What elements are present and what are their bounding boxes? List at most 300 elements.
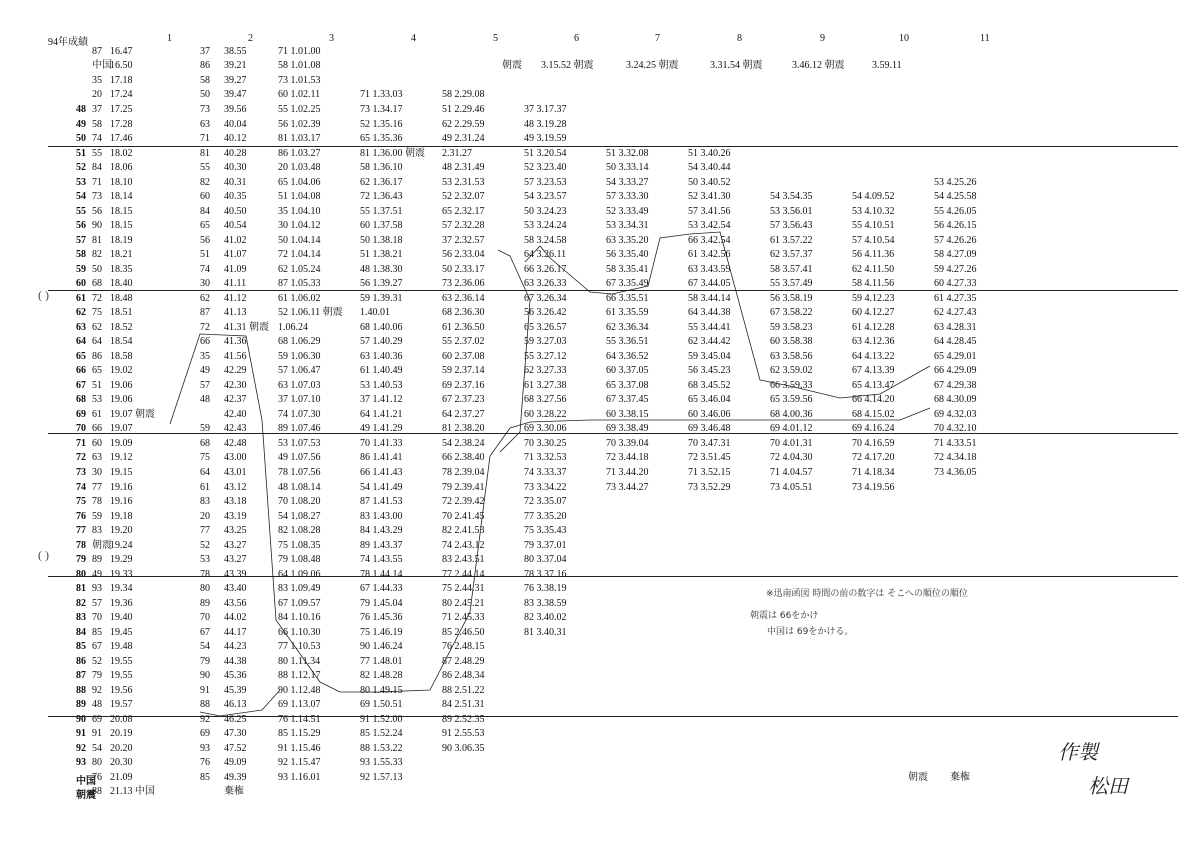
table-cell: 48 3.19.28 xyxy=(524,118,567,130)
table-cell: 55 xyxy=(200,162,210,174)
table-cell: 57 3.33.30 xyxy=(606,191,649,203)
table-cell: 44.38 xyxy=(224,655,247,667)
table-cell: 49 xyxy=(92,568,102,580)
table-cell: 84 1.10.16 xyxy=(278,612,321,624)
table-cell: 55 3.44.41 xyxy=(688,321,731,333)
row-label: 89 xyxy=(76,699,86,711)
table-cell: 54 2.38.24 xyxy=(442,437,485,449)
table-cell: 50 1.38.18 xyxy=(360,234,403,246)
table-cell: 72 3.35.07 xyxy=(524,496,567,508)
table-cell: 77 1.10.53 xyxy=(278,641,321,653)
table-cell: 61 2.36.50 xyxy=(442,321,485,333)
table-cell: 89 1.43.37 xyxy=(360,539,403,551)
table-cell: 70 2.41.45 xyxy=(442,510,485,522)
table-cell: 78 1.44.14 xyxy=(360,568,403,580)
top-row-cell: 71 1.33.03 xyxy=(360,89,403,100)
table-cell: 58 3.44.14 xyxy=(688,292,731,304)
tracking-line xyxy=(200,690,280,716)
table-cell: 89 1.07.46 xyxy=(278,423,321,435)
table-cell: 54 3.40.44 xyxy=(688,162,731,174)
table-cell: 30 xyxy=(200,278,210,290)
table-cell: 84 xyxy=(200,205,210,217)
table-cell: 72 3.51.45 xyxy=(688,452,731,464)
table-cell: 52 2.32.07 xyxy=(442,191,485,203)
table-cell: 81 1.03.17 xyxy=(278,133,321,145)
table-cell: 59 xyxy=(200,423,210,435)
table-cell: 18.52 xyxy=(110,321,133,333)
row-label: 57 xyxy=(76,234,86,246)
table-cell: 55 3.27.12 xyxy=(524,350,567,362)
table-cell: 20 xyxy=(200,510,210,522)
table-cell: 62 xyxy=(200,292,210,304)
table-cell: 69 4.01.12 xyxy=(770,423,813,435)
table-cell: 90 3.06.35 xyxy=(442,742,485,754)
table-cell: 18.10 xyxy=(110,176,133,188)
row-label: 83 xyxy=(76,612,86,624)
table-cell: 69 xyxy=(200,728,210,740)
table-cell: 49 xyxy=(200,365,210,377)
table-cell: 43.25 xyxy=(224,525,247,537)
table-cell: 60 2.37.08 xyxy=(442,350,485,362)
top-row-cell: 39.47 xyxy=(224,89,247,100)
table-cell: 56 3.26.42 xyxy=(524,307,567,319)
table-cell: 57 2.32.28 xyxy=(442,220,485,232)
table-cell: 19.33 xyxy=(110,568,133,580)
table-cell: 84 xyxy=(92,162,102,174)
row-label: 80 xyxy=(76,568,86,580)
table-cell: 63 xyxy=(92,452,102,464)
row-label: 75 xyxy=(76,496,86,508)
top-row-cell: 17.18 xyxy=(110,75,133,86)
table-cell: 66 4.14.20 xyxy=(852,394,895,406)
table-cell: 70 4.01.31 xyxy=(770,437,813,449)
table-cell: 54 1.08.27 xyxy=(278,510,321,522)
table-cell: 19.18 xyxy=(110,510,133,522)
top-row-extra: 3.15.52 朝震 xyxy=(541,60,594,71)
table-cell: 67 3.58.22 xyxy=(770,307,813,319)
table-cell: 61 3.57.22 xyxy=(770,234,813,246)
table-cell: 51 1.38.21 xyxy=(360,249,403,261)
table-cell: 18.35 xyxy=(110,263,133,275)
table-cell: 78 2.39.04 xyxy=(442,467,485,478)
table-cell: 42.48 xyxy=(224,437,247,449)
table-cell: 81 xyxy=(200,147,210,159)
bracket-mark-2: ( ) xyxy=(38,548,49,562)
column-header-3: 3 xyxy=(329,33,334,44)
table-cell: 89 xyxy=(92,554,102,566)
table-cell: 57 xyxy=(200,379,210,391)
table-cell: 63 3.26.33 xyxy=(524,278,567,290)
table-cell: 67 4.29.38 xyxy=(934,379,977,391)
table-cell: 61 4.27.35 xyxy=(934,292,977,304)
table-cell: 19.40 xyxy=(110,612,133,624)
table-cell: 57 3.23.53 xyxy=(524,176,567,188)
top-row-label: 中国 xyxy=(92,60,112,71)
table-cell: 57 xyxy=(92,597,102,609)
table-cell: 78 3.37.16 xyxy=(524,568,567,580)
table-cell: 棄権 xyxy=(224,786,244,798)
handwritten-note-1: ※迅南函図 時間の前の数字は そこへの順位の順位 xyxy=(766,589,968,599)
top-row-cell: 39.27 xyxy=(224,75,247,86)
table-cell: 68 xyxy=(200,437,210,449)
table-cell: 88 xyxy=(200,699,210,711)
table-cell: 62 4.27.43 xyxy=(934,307,977,319)
table-cell: 52 3.41.30 xyxy=(688,191,731,203)
table-cell: 63 xyxy=(200,118,210,130)
table-cell: 79 2.39.41 xyxy=(442,481,485,493)
table-cell: 84 2.51.31 xyxy=(442,699,485,711)
table-cell: 80 3.37.04 xyxy=(524,554,567,566)
row-label: 59 xyxy=(76,263,86,275)
table-cell: 85 1.15.29 xyxy=(278,728,321,740)
handwritten-note-2: 朝震は 66をかけ xyxy=(750,611,819,621)
column-header-2: 2 xyxy=(248,33,253,44)
table-cell: 53 4.25.26 xyxy=(934,176,977,188)
top-row-cell: 16.50 xyxy=(110,60,133,71)
table-cell: 81 3.40.31 xyxy=(524,626,567,638)
row-label: 93 xyxy=(76,757,86,769)
table-cell: 58 4.27.09 xyxy=(934,249,977,261)
row-label: 48 xyxy=(76,104,86,115)
table-cell: 76 1.45.36 xyxy=(360,612,403,624)
top-row-cell: 17.24 xyxy=(110,89,133,100)
table-cell: 57 1.06.47 xyxy=(278,365,321,377)
top-row-extra: 3.31.54 朝震 xyxy=(710,60,763,71)
table-cell: 67 3.35.49 xyxy=(606,278,649,290)
table-cell: 56 2.33.04 xyxy=(442,249,485,261)
table-cell: 43.18 xyxy=(224,496,247,508)
table-cell: 88 2.51.22 xyxy=(442,684,485,696)
table-cell: 62 3.36.34 xyxy=(606,321,649,333)
table-cell: 71 xyxy=(92,176,102,188)
table-cell: 19.07 朝震 xyxy=(110,408,155,420)
table-cell: 41.02 xyxy=(224,234,247,246)
row-label: 76 xyxy=(76,510,86,522)
table-cell: 17.25 xyxy=(110,104,133,115)
table-cell: 37 xyxy=(92,104,102,115)
table-cell: 69 4.32.03 xyxy=(934,408,977,420)
table-cell: 43.00 xyxy=(224,452,247,464)
table-cell: 66 3.26.17 xyxy=(524,263,567,275)
table-cell: 83 2.43.51 xyxy=(442,554,485,566)
table-cell: 53 3.56.01 xyxy=(770,205,813,217)
row-label: 71 xyxy=(76,437,86,449)
table-cell: 83 1.43.00 xyxy=(360,510,403,522)
table-cell: 54 xyxy=(92,742,102,754)
table-cell: 71 4.04.57 xyxy=(770,467,813,478)
table-cell: 62 3.57.37 xyxy=(770,249,813,261)
row-label: 92 xyxy=(76,742,86,754)
top-row-cell: 87 xyxy=(92,46,102,57)
table-cell: 18.48 xyxy=(110,292,133,304)
signature-line-1: 作製 xyxy=(1058,740,1098,764)
row-label: 朝震 xyxy=(76,790,96,802)
table-cell: 83 xyxy=(92,525,102,537)
table-cell: 44.23 xyxy=(224,641,247,653)
table-cell: 19.02 xyxy=(110,365,133,377)
table-cell: 88 1.53.22 xyxy=(360,742,403,754)
footer-label-b: 棄権 xyxy=(950,772,970,783)
top-row-cell: 38.55 xyxy=(224,46,247,57)
row-label: 84 xyxy=(76,626,86,638)
table-cell: 64 4.28.45 xyxy=(934,336,977,348)
table-cell: 51 xyxy=(200,249,210,261)
table-cell: 65 xyxy=(200,220,210,232)
row-label: 51 xyxy=(76,147,86,159)
row-label: 53 xyxy=(76,176,86,188)
table-cell: 56 xyxy=(200,234,210,246)
table-cell: 67 1.44.33 xyxy=(360,583,403,595)
table-cell: 64 3.36.52 xyxy=(606,350,649,362)
table-cell: 49 1.41.29 xyxy=(360,423,403,435)
table-cell: 19.36 xyxy=(110,597,133,609)
table-cell: 73 xyxy=(200,104,210,115)
table-cell: 60 3.58.38 xyxy=(770,336,813,348)
table-cell: 19.06 xyxy=(110,394,133,406)
table-cell: 54 4.25.58 xyxy=(934,191,977,203)
row-label: 88 xyxy=(76,684,86,696)
table-cell: 87 xyxy=(200,307,210,319)
table-cell: 79 xyxy=(92,670,102,682)
table-cell: 43.19 xyxy=(224,510,247,522)
table-cell: 64 xyxy=(200,467,210,478)
row-label: 49 xyxy=(76,118,86,130)
table-cell: 69 1.50.51 xyxy=(360,699,403,711)
column-header-4: 4 xyxy=(411,33,416,44)
bracket-mark-1: ( ) xyxy=(38,288,49,302)
table-cell: 76 xyxy=(92,771,102,783)
table-cell: 56 4.11.36 xyxy=(852,249,895,261)
table-cell: 41.12 xyxy=(224,292,247,304)
top-row-extra: 3.46.12 朝震 xyxy=(792,60,845,71)
table-cell: 48 2.31.49 xyxy=(442,162,485,174)
table-cell: 80 xyxy=(200,583,210,595)
table-cell: 55 xyxy=(92,147,102,159)
table-cell: 58 3.24.58 xyxy=(524,234,567,246)
table-cell: 93 1.55.33 xyxy=(360,757,403,769)
table-cell: 51 2.29.46 xyxy=(442,104,485,115)
table-cell: 63 3.43.59 xyxy=(688,263,731,275)
table-cell: 70 1.41.33 xyxy=(360,437,403,449)
sheet-title: 94年成績 xyxy=(48,37,88,48)
table-cell: 85 xyxy=(200,771,210,783)
table-cell: 53 2.31.53 xyxy=(442,176,485,188)
table-cell: 50 2.33.17 xyxy=(442,263,485,275)
table-cell: 83 3.38.59 xyxy=(524,597,567,609)
column-header-1: 1 xyxy=(167,33,172,44)
table-cell: 48 1.08.14 xyxy=(278,481,321,493)
table-cell: 55 1.02.25 xyxy=(278,104,321,115)
top-row-cell: 50 xyxy=(200,89,210,100)
table-cell: 75 2.44.31 xyxy=(442,583,485,595)
table-cell: 65 4.13.47 xyxy=(852,379,895,391)
table-cell: 62 1.36.17 xyxy=(360,176,403,188)
table-cell: 19.55 xyxy=(110,655,133,667)
top-row-extra: 3.24.25 朝震 xyxy=(626,60,679,71)
table-cell: 59 1.06.30 xyxy=(278,350,321,362)
table-cell: 40.50 xyxy=(224,205,247,217)
table-cell: 18.51 xyxy=(110,307,133,319)
table-cell: 80 1.11.34 xyxy=(278,655,321,667)
table-cell: 18.06 xyxy=(110,162,133,174)
row-label: 64 xyxy=(76,336,86,348)
table-cell: 63 3.58.56 xyxy=(770,350,813,362)
table-cell: 71 xyxy=(200,133,210,145)
table-cell: 53 3.42.54 xyxy=(688,220,731,232)
table-cell: 66 1.41.43 xyxy=(360,467,403,478)
row-label: 74 xyxy=(76,481,86,493)
table-cell: 67 1.09.57 xyxy=(278,597,321,609)
table-cell: 61 4.12.28 xyxy=(852,321,895,333)
table-cell: 68 3.27.56 xyxy=(524,394,567,406)
row-label: 82 xyxy=(76,597,86,609)
table-cell: 42.30 xyxy=(224,379,247,391)
table-cell: 76 xyxy=(200,757,210,769)
table-cell: 80 2.45.21 xyxy=(442,597,485,609)
table-cell: 55 1.37.51 xyxy=(360,205,403,217)
table-cell: 63 2.36.14 xyxy=(442,292,485,304)
table-cell: 21.09 xyxy=(110,771,133,783)
table-cell: 61 3.35.59 xyxy=(606,307,649,319)
top-row-cell: 37 xyxy=(200,46,210,57)
table-cell: 60 3.37.05 xyxy=(606,365,649,377)
table-cell: 61 xyxy=(92,408,102,420)
table-cell: 18.19 xyxy=(110,234,133,246)
table-cell: 72 3.44.18 xyxy=(606,452,649,464)
row-label: 63 xyxy=(76,321,86,333)
table-cell: 63 4.28.31 xyxy=(934,321,977,333)
row-label: 78 xyxy=(76,539,86,551)
table-cell: 90 xyxy=(200,670,210,682)
table-cell: 49 2.31.24 xyxy=(442,133,485,145)
table-cell: 56 3.35.40 xyxy=(606,249,649,261)
table-cell: 46.13 xyxy=(224,699,247,711)
table-cell: 20.19 xyxy=(110,728,133,740)
table-cell: 67 3.26.34 xyxy=(524,292,567,304)
row-label: 66 xyxy=(76,365,86,377)
tracking-line xyxy=(498,250,530,452)
row-label: 52 xyxy=(76,162,86,174)
table-cell: 74 xyxy=(200,263,210,275)
table-cell: 51 3.32.08 xyxy=(606,147,649,159)
row-label: 77 xyxy=(76,525,86,537)
table-cell: 90 xyxy=(92,220,102,232)
table-cell: 59 1.39.31 xyxy=(360,292,403,304)
table-cell: 56 3.58.19 xyxy=(770,292,813,304)
top-row-cell: 35 xyxy=(92,75,102,86)
table-cell: 82 1.08.28 xyxy=(278,525,321,537)
table-cell: 19.24 xyxy=(110,539,133,551)
table-cell: 68 3.45.52 xyxy=(688,379,731,391)
table-cell: 65 1.04.06 xyxy=(278,176,321,188)
table-cell: 40.31 xyxy=(224,176,247,188)
table-cell: 77 xyxy=(200,525,210,537)
table-cell: 18.02 xyxy=(110,147,133,159)
row-label: 61 xyxy=(76,292,86,304)
top-row-cell: 73 1.01.53 xyxy=(278,75,321,86)
table-cell: 86 1.03.27 xyxy=(278,147,321,159)
table-cell: 67 xyxy=(200,626,210,638)
table-cell: 40.04 xyxy=(224,118,247,130)
table-cell: 70 3.30.25 xyxy=(524,437,567,449)
table-cell: 18.21 xyxy=(110,249,133,261)
table-cell: 81 xyxy=(92,234,102,246)
column-header-8: 8 xyxy=(737,33,742,44)
table-cell: 21.13 中国 xyxy=(110,786,155,798)
table-cell: 90 1.46.24 xyxy=(360,641,403,653)
table-cell: 65 3.59.56 xyxy=(770,394,813,406)
table-cell: 82 3.40.02 xyxy=(524,612,567,624)
table-cell: 17.28 xyxy=(110,118,133,130)
table-cell: 67 xyxy=(92,641,102,653)
table-cell: 49.09 xyxy=(224,757,247,769)
row-label: 56 xyxy=(76,220,86,232)
table-cell: 93 xyxy=(200,742,210,754)
table-cell: 37 2.32.57 xyxy=(442,234,485,246)
table-cell: 71 4.33.51 xyxy=(934,437,977,449)
table-cell: 41.31 朝震 xyxy=(224,321,269,333)
table-cell: 82 1.48.28 xyxy=(360,670,403,682)
table-cell: 52 1.35.16 xyxy=(360,118,403,130)
table-cell: 59 3.58.23 xyxy=(770,321,813,333)
table-cell: 75 xyxy=(92,307,102,319)
table-cell: 55 4.26.05 xyxy=(934,205,977,217)
table-cell: 19.07 xyxy=(110,423,133,435)
table-cell: 65 3.37.08 xyxy=(606,379,649,391)
column-header-10: 10 xyxy=(899,33,909,44)
table-cell: 43.12 xyxy=(224,481,247,493)
table-cell: 72 4.17.20 xyxy=(852,452,895,464)
tracking-line xyxy=(170,334,930,692)
table-cell: 72 1.36.43 xyxy=(360,191,403,203)
table-cell: 54 3.23.57 xyxy=(524,191,567,203)
table-cell: 40.30 xyxy=(224,162,247,174)
table-cell: 51 xyxy=(92,379,102,391)
table-cell: 47.30 xyxy=(224,728,247,740)
top-row-cell: 58 1.01.08 xyxy=(278,60,321,71)
table-cell: 74 2.43.12 xyxy=(442,539,485,551)
table-cell: 64 4.13.22 xyxy=(852,350,895,362)
table-cell: 58 xyxy=(92,118,102,130)
table-cell: 73 3.52.29 xyxy=(688,481,731,493)
top-row-cell: 86 xyxy=(200,60,210,71)
table-cell: 66 1.10.30 xyxy=(278,626,321,638)
table-cell: 19.12 xyxy=(110,452,133,464)
table-cell: 45.36 xyxy=(224,670,247,682)
row-label: 79 xyxy=(76,554,86,566)
table-cell: 60 4.27.33 xyxy=(934,278,977,290)
table-cell: 41.11 xyxy=(224,278,247,290)
table-cell: 74 3.33.37 xyxy=(524,467,567,478)
table-cell: 92 1.57.13 xyxy=(360,771,403,783)
table-cell: 53 1.07.53 xyxy=(278,437,321,449)
table-cell: 65 3.26.57 xyxy=(524,321,567,333)
table-cell: 69 3.30.06 xyxy=(524,423,567,435)
table-cell: 78 xyxy=(200,568,210,580)
table-cell: 84 1.43.29 xyxy=(360,525,403,537)
table-cell: 70 1.08.20 xyxy=(278,496,321,508)
table-cell: 65 3.46.04 xyxy=(688,394,731,406)
row-label: 70 xyxy=(76,423,86,435)
table-cell: 55 3.36.51 xyxy=(606,336,649,348)
table-cell: 85 xyxy=(92,626,102,638)
table-cell: 70 xyxy=(200,612,210,624)
table-cell: 64 2.37.27 xyxy=(442,408,485,420)
table-cell: 91 xyxy=(200,684,210,696)
column-header-11: 11 xyxy=(980,33,990,44)
top-row-cell: 16.47 xyxy=(110,46,133,57)
table-cell: 20.20 xyxy=(110,742,133,754)
